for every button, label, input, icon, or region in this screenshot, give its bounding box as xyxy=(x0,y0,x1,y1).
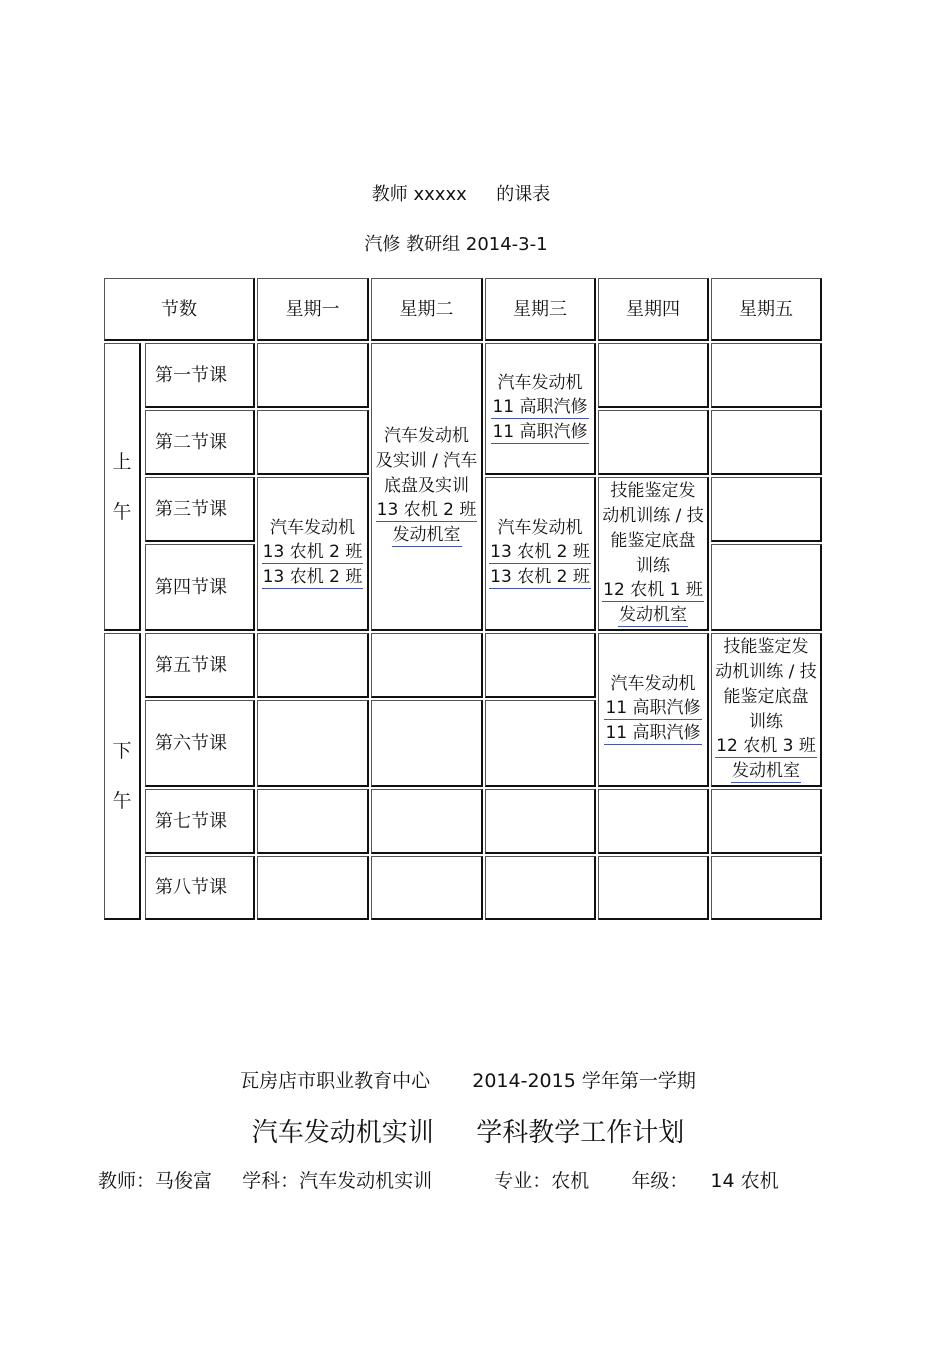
period-1: 第一节课 xyxy=(145,343,255,408)
subject-field-value: 汽车发动机实训 xyxy=(299,1170,433,1192)
period-5: 第五节课 xyxy=(145,633,255,698)
course-tue-1-4: 汽车发动机 及实训 / 汽车 底盘及实训 13 农机 2 班 发动机室 xyxy=(371,343,483,631)
slot-tue-6 xyxy=(371,700,483,787)
slot-mon-6 xyxy=(257,700,369,787)
course-mon-3-4: 汽车发动机 13 农机 2 班 13 农机 2 班 xyxy=(257,477,369,631)
slot-mon-8 xyxy=(257,856,369,920)
course-wed-3-4: 汽车发动机 13 农机 2 班 13 农机 2 班 xyxy=(485,477,596,631)
corner-header: 节数 xyxy=(104,278,255,341)
academic-term: 学年第一学期 xyxy=(581,1070,696,1092)
teacher-label: 教师 xyxy=(371,184,408,205)
group-name: 汽修 xyxy=(364,234,401,255)
slot-fri-1 xyxy=(711,343,822,408)
day-header-wed: 星期三 xyxy=(485,278,596,341)
slot-mon-1 xyxy=(257,343,369,408)
slot-fri-3 xyxy=(711,477,822,542)
slot-fri-7 xyxy=(711,789,822,854)
teacher-field-label: 教师： xyxy=(98,1170,156,1192)
day-header-mon: 星期一 xyxy=(257,278,369,341)
slot-wed-6 xyxy=(485,700,596,787)
slot-thu-1 xyxy=(598,343,709,408)
slot-mon-2 xyxy=(257,410,369,475)
slot-fri-4 xyxy=(711,544,822,631)
timetable-suffix: 的课表 xyxy=(496,184,551,205)
group-suffix: 教研组 xyxy=(406,234,461,255)
school-name: 瓦房店市职业教育中心 xyxy=(240,1070,431,1092)
course-wed-1-2: 汽车发动机 11 高职汽修 11 高职汽修 xyxy=(485,343,596,475)
major-field-label: 专业： xyxy=(494,1170,552,1192)
teacher-field-value: 马俊富 xyxy=(155,1170,213,1192)
period-2: 第二节课 xyxy=(145,410,255,475)
slot-tue-7 xyxy=(371,789,483,854)
plan-subject-title: 汽车发动机实训 xyxy=(251,1118,434,1148)
school-term-line xyxy=(0,1066,936,1093)
slot-wed-8 xyxy=(485,856,596,920)
timetable-subtitle xyxy=(0,230,912,256)
slot-mon-7 xyxy=(257,789,369,854)
teacher-name: xxxxx xyxy=(413,184,467,205)
slot-mon-5 xyxy=(257,633,369,698)
day-header-tue: 星期二 xyxy=(371,278,483,341)
day-header-thu: 星期四 xyxy=(598,278,709,341)
timetable-date: 2014-3-1 xyxy=(465,234,548,255)
plan-title xyxy=(0,1112,936,1149)
slot-fri-8 xyxy=(711,856,822,920)
period-6: 第六节课 xyxy=(145,700,255,787)
slot-thu-8 xyxy=(598,856,709,920)
plan-heading: 学科教学工作计划 xyxy=(476,1118,685,1148)
major-field-value: 农机 xyxy=(551,1170,590,1192)
afternoon-label: 下 午 xyxy=(104,633,141,920)
academic-year: 2014-2015 xyxy=(472,1070,576,1092)
slot-thu-2 xyxy=(598,410,709,475)
slot-fri-2 xyxy=(711,410,822,475)
slot-tue-5 xyxy=(371,633,483,698)
period-4: 第四节课 xyxy=(145,544,255,631)
subject-field-label: 学科： xyxy=(242,1170,300,1192)
period-7: 第七节课 xyxy=(145,789,255,854)
plan-info-line xyxy=(98,1166,779,1193)
slot-tue-8 xyxy=(371,856,483,920)
course-thu-5-6: 汽车发动机 11 高职汽修 11 高职汽修 xyxy=(598,633,709,787)
course-thu-3-4: 技能鉴定发 动机训练 / 技 能鉴定底盘 训练 12 农机 1 班 发动机室 xyxy=(598,477,709,631)
grade-field-value: 14 农机 xyxy=(710,1170,779,1192)
slot-wed-5 xyxy=(485,633,596,698)
grade-field-label: 年级： xyxy=(631,1170,689,1192)
course-fri-5-6: 技能鉴定发 动机训练 / 技 能鉴定底盘 训练 12 农机 3 班 发动机室 xyxy=(711,633,822,787)
timetable-title xyxy=(0,180,922,206)
period-8: 第八节课 xyxy=(145,856,255,920)
slot-wed-7 xyxy=(485,789,596,854)
slot-thu-7 xyxy=(598,789,709,854)
morning-label: 上 午 xyxy=(104,343,141,631)
period-3: 第三节课 xyxy=(145,477,255,542)
day-header-fri: 星期五 xyxy=(711,278,822,341)
